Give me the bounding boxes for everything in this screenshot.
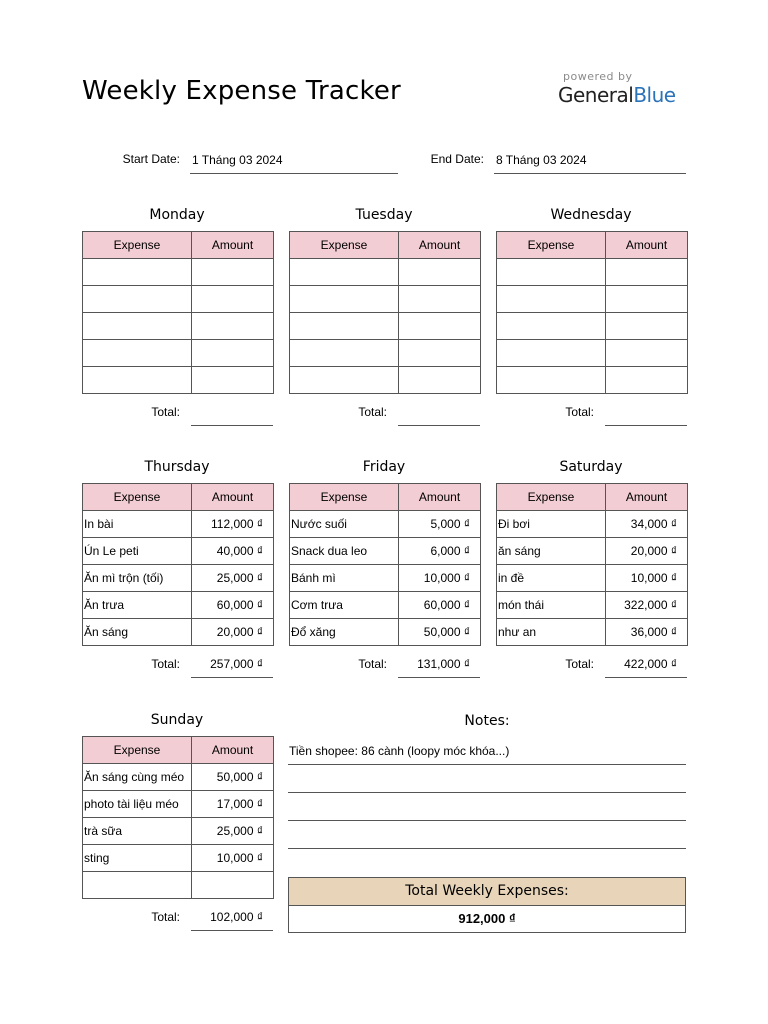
weekly-total-box	[288, 877, 686, 933]
expense-cell[interactable]: Bánh mì	[290, 565, 399, 592]
brand-blue: Blue	[633, 83, 676, 107]
saturday-title: Saturday	[559, 459, 623, 475]
thursday-total-value: 257,000 ₫	[191, 650, 273, 678]
expense-cell[interactable]: trà sữa	[83, 818, 192, 845]
expense-cell[interactable]: Đổ xăng	[290, 619, 399, 646]
table-header-row	[290, 484, 481, 511]
table-row	[290, 565, 481, 592]
table-row	[83, 764, 274, 791]
amount-cell[interactable]: 112,000 ₫	[192, 511, 274, 538]
table-row	[290, 592, 481, 619]
start-date-label: Start Date:	[122, 152, 180, 166]
expense-cell[interactable]: Đi bơi	[497, 511, 606, 538]
expense-cell[interactable]	[290, 259, 399, 286]
amount-cell[interactable]: 60,000 ₫	[192, 592, 274, 619]
friday-title: Friday	[362, 459, 406, 475]
amount-column-header: Amount	[192, 232, 274, 259]
amount-cell[interactable]	[399, 286, 481, 313]
amount-column-header: Amount	[399, 484, 481, 511]
amount-cell[interactable]	[399, 259, 481, 286]
expense-column-header: Expense	[290, 484, 399, 511]
table-header-row	[83, 737, 274, 764]
amount-cell[interactable]: 322,000 ₫	[606, 592, 688, 619]
sunday-total-value: 102,000 ₫	[191, 903, 273, 931]
expense-cell[interactable]: Ăn trưa	[83, 592, 192, 619]
expense-column-header: Expense	[290, 232, 399, 259]
amount-cell[interactable]: 25,000 ₫	[192, 565, 274, 592]
expense-cell[interactable]	[290, 286, 399, 313]
expense-cell[interactable]	[497, 286, 606, 313]
weekly-total-value: 912,000 ₫	[458, 911, 516, 926]
wednesday-total-label: Total:	[565, 405, 594, 419]
amount-cell[interactable]	[606, 259, 688, 286]
table-row	[497, 259, 688, 286]
amount-cell[interactable]: 5,000 ₫	[399, 511, 481, 538]
powered-by-text: powered by	[563, 70, 633, 83]
table-row	[497, 340, 688, 367]
table-row	[83, 565, 274, 592]
table-row	[290, 538, 481, 565]
table-row	[290, 511, 481, 538]
amount-cell[interactable]: 10,000 ₫	[399, 565, 481, 592]
amount-cell[interactable]	[399, 313, 481, 340]
expense-cell[interactable]	[83, 367, 192, 394]
table-row	[83, 367, 274, 394]
expense-cell[interactable]	[83, 340, 192, 367]
expense-cell[interactable]: Ún Le peti	[83, 538, 192, 565]
start-date-field[interactable]: 1 Tháng 03 2024	[190, 152, 398, 174]
end-date-label: End Date:	[430, 152, 484, 166]
weekly-total-label: Total Weekly Expenses:	[289, 878, 685, 906]
thursday-total-label: Total:	[151, 657, 180, 671]
expense-cell[interactable]	[83, 872, 192, 899]
table-row	[497, 286, 688, 313]
expense-cell[interactable]: Nước suối	[290, 511, 399, 538]
note-line-1[interactable]: Tiền shopee: 86 cành (loopy móc khóa...)	[288, 737, 686, 765]
table-row	[497, 511, 688, 538]
wednesday-title: Wednesday	[550, 207, 632, 223]
table-row	[497, 565, 688, 592]
sunday-total-label: Total:	[151, 910, 180, 924]
expense-cell[interactable]	[83, 259, 192, 286]
thursday-table	[82, 483, 274, 646]
amount-cell[interactable]: 40,000 ₫	[192, 538, 274, 565]
expense-column-header: Expense	[497, 232, 606, 259]
amount-cell[interactable]	[192, 872, 274, 899]
amount-cell[interactable]: 50,000 ₫	[192, 764, 274, 791]
table-row	[497, 538, 688, 565]
table-header-row	[497, 484, 688, 511]
generalblue-logo[interactable]	[558, 70, 688, 107]
amount-column-header: Amount	[606, 232, 688, 259]
expense-cell[interactable]: sting	[83, 845, 192, 872]
table-header-row	[83, 484, 274, 511]
monday-total-label: Total:	[151, 405, 180, 419]
table-row	[497, 313, 688, 340]
wednesday-table	[496, 231, 688, 394]
monday-table	[82, 231, 274, 394]
table-row	[290, 367, 481, 394]
tuesday-total-value	[398, 398, 480, 426]
amount-cell[interactable]: 50,000 ₫	[399, 619, 481, 646]
notes-title: Notes:	[464, 713, 510, 729]
expense-cell[interactable]: In bài	[83, 511, 192, 538]
page-title: Weekly Expense Tracker	[82, 76, 401, 106]
expense-cell[interactable]: Ăn sáng cùng méo	[83, 764, 192, 791]
expense-cell[interactable]	[290, 313, 399, 340]
table-row	[497, 619, 688, 646]
table-header-row	[83, 232, 274, 259]
monday-title: Monday	[149, 207, 205, 223]
tuesday-table	[289, 231, 481, 394]
amount-cell[interactable]: 60,000 ₫	[399, 592, 481, 619]
amount-cell[interactable]	[192, 286, 274, 313]
expense-cell[interactable]	[83, 313, 192, 340]
note-line-2[interactable]	[288, 765, 686, 793]
expense-column-header: Expense	[497, 484, 606, 511]
wednesday-total-value	[605, 398, 687, 426]
saturday-table	[496, 483, 688, 646]
amount-cell[interactable]: 20,000 ₫	[192, 619, 274, 646]
table-row	[497, 367, 688, 394]
table-row	[83, 313, 274, 340]
expense-cell[interactable]	[497, 367, 606, 394]
expense-cell[interactable]: như an	[497, 619, 606, 646]
tuesday-total-label: Total:	[358, 405, 387, 419]
amount-cell[interactable]	[192, 340, 274, 367]
amount-cell[interactable]	[399, 367, 481, 394]
table-row	[83, 818, 274, 845]
table-row	[290, 619, 481, 646]
expense-cell[interactable]	[497, 313, 606, 340]
amount-column-header: Amount	[399, 232, 481, 259]
amount-cell[interactable]: 20,000 ₫	[606, 538, 688, 565]
table-row	[83, 619, 274, 646]
table-row	[83, 791, 274, 818]
brand-name	[558, 83, 688, 107]
amount-cell[interactable]	[192, 367, 274, 394]
expense-column-header: Expense	[83, 232, 192, 259]
table-row	[83, 592, 274, 619]
expense-cell[interactable]: Ăn sáng	[83, 619, 192, 646]
amount-cell[interactable]	[606, 340, 688, 367]
saturday-total-label: Total:	[565, 657, 594, 671]
expense-cell[interactable]: ăn sáng	[497, 538, 606, 565]
expense-column-header: Expense	[83, 737, 192, 764]
table-row	[290, 259, 481, 286]
amount-column-header: Amount	[606, 484, 688, 511]
table-row	[290, 286, 481, 313]
amount-cell[interactable]: 36,000 ₫	[606, 619, 688, 646]
amount-cell[interactable]: 17,000 ₫	[192, 791, 274, 818]
expense-cell[interactable]	[290, 340, 399, 367]
table-row	[83, 845, 274, 872]
amount-cell[interactable]: 10,000 ₫	[192, 845, 274, 872]
thursday-title: Thursday	[144, 459, 210, 475]
table-row	[497, 592, 688, 619]
expense-cell[interactable]	[497, 340, 606, 367]
table-row	[83, 286, 274, 313]
note-line-4[interactable]	[288, 821, 686, 849]
amount-column-header: Amount	[192, 737, 274, 764]
note-line-3[interactable]	[288, 793, 686, 821]
friday-table	[289, 483, 481, 646]
sunday-title: Sunday	[150, 712, 204, 728]
expense-cell[interactable]: Snack dua leo	[290, 538, 399, 565]
expense-cell[interactable]	[83, 286, 192, 313]
sunday-table	[82, 736, 274, 899]
amount-cell[interactable]	[399, 340, 481, 367]
table-row	[83, 340, 274, 367]
table-header-row	[497, 232, 688, 259]
expense-cell[interactable]	[497, 259, 606, 286]
expense-cell[interactable]: photo tài liệu méo	[83, 791, 192, 818]
amount-cell[interactable]	[606, 313, 688, 340]
amount-cell[interactable]: 34,000 ₫	[606, 511, 688, 538]
expense-cell[interactable]: Ăn mì trộn (tối)	[83, 565, 192, 592]
amount-cell[interactable]	[192, 259, 274, 286]
table-row	[83, 259, 274, 286]
expense-cell[interactable]: món thái	[497, 592, 606, 619]
amount-column-header: Amount	[192, 484, 274, 511]
table-row	[290, 340, 481, 367]
expense-cell[interactable]: Cơm trưa	[290, 592, 399, 619]
amount-cell[interactable]: 25,000 ₫	[192, 818, 274, 845]
table-row	[83, 511, 274, 538]
table-row	[290, 313, 481, 340]
amount-cell[interactable]	[606, 367, 688, 394]
friday-total-value: 131,000 ₫	[398, 650, 480, 678]
table-row	[83, 872, 274, 899]
amount-cell[interactable]: 6,000 ₫	[399, 538, 481, 565]
end-date-field[interactable]: 8 Tháng 03 2024	[494, 152, 686, 174]
brand-general: General	[558, 83, 634, 107]
table-header-row	[290, 232, 481, 259]
amount-cell[interactable]	[192, 313, 274, 340]
monday-total-value	[191, 398, 273, 426]
expense-cell[interactable]: in đề	[497, 565, 606, 592]
amount-cell[interactable]: 10,000 ₫	[606, 565, 688, 592]
expense-cell[interactable]	[290, 367, 399, 394]
expense-column-header: Expense	[83, 484, 192, 511]
table-row	[83, 538, 274, 565]
saturday-total-value: 422,000 ₫	[605, 650, 687, 678]
friday-total-label: Total:	[358, 657, 387, 671]
amount-cell[interactable]	[606, 286, 688, 313]
tuesday-title: Tuesday	[355, 207, 413, 223]
